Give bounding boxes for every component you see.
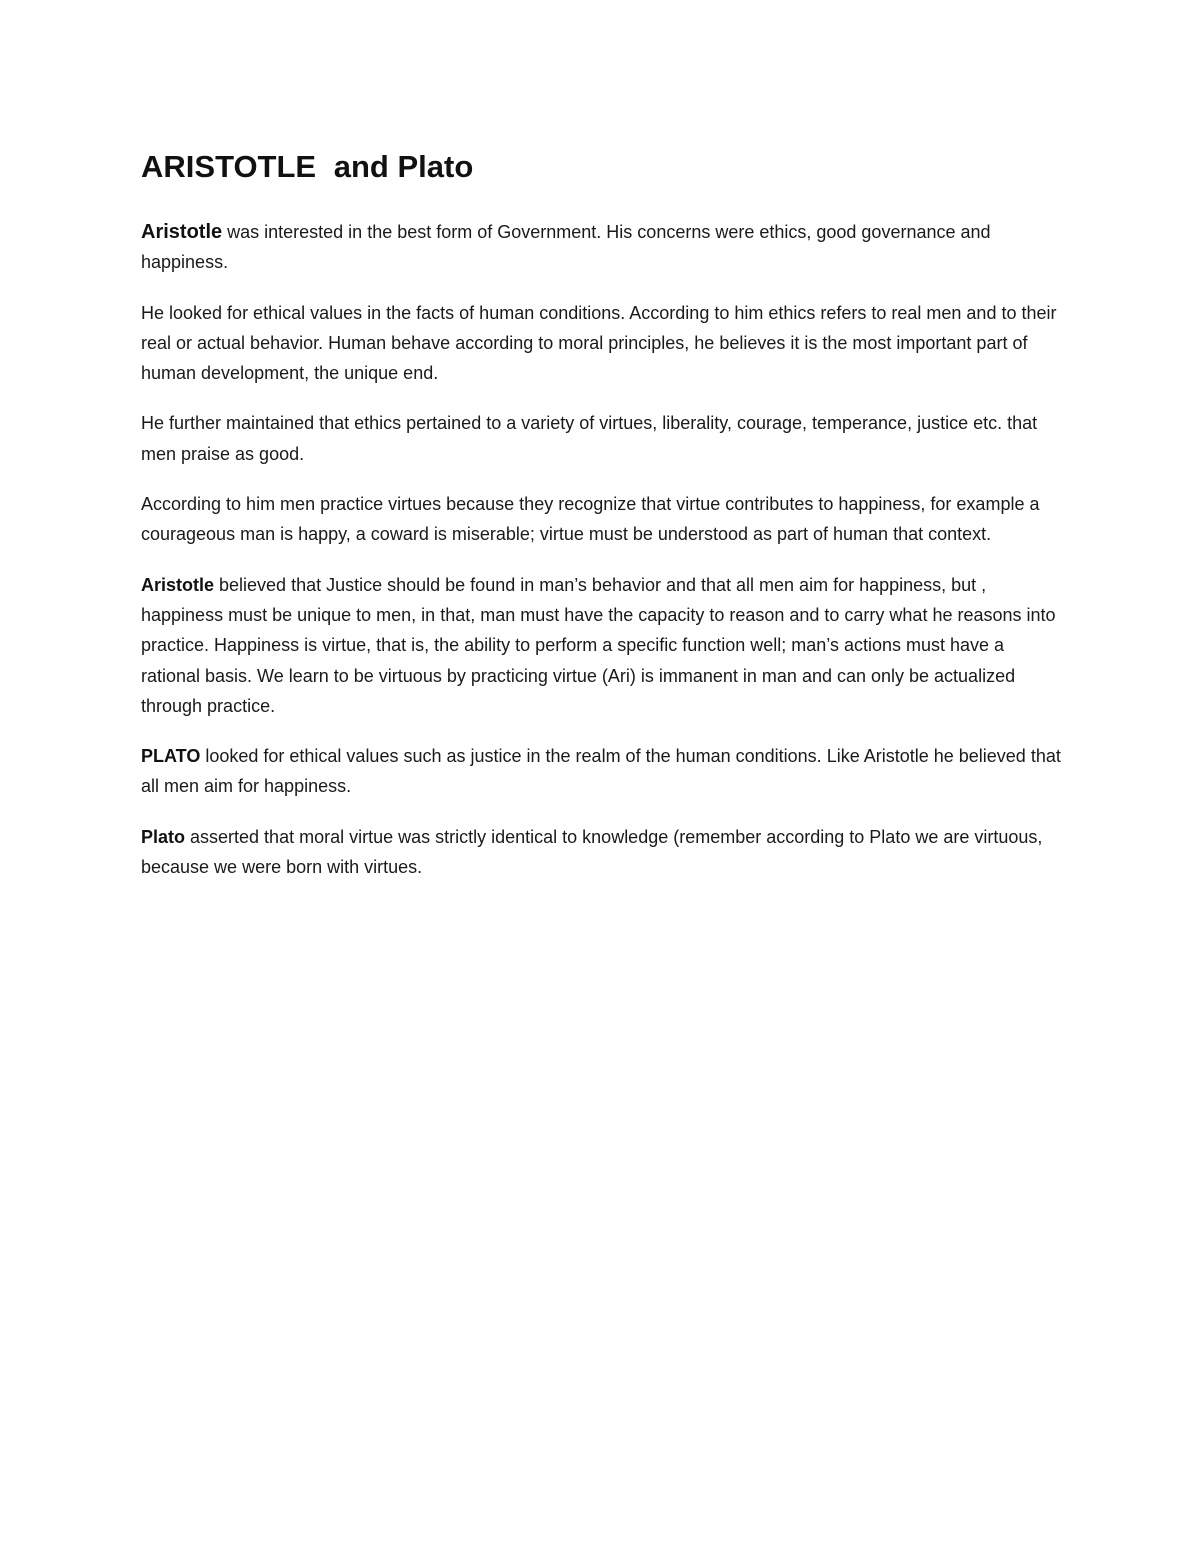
title-main: ARISTOTLE [141,149,317,184]
paragraph-plato-ethics [141,741,1066,802]
paragraph-text: He looked for ethical values in the facts of human conditions. According to him ethics refers to real men and to their real or actual behavior. Human behave according to moral principles, he believes it is the most important part of human development, the unique end. [141,302,1057,384]
paragraph-plato-knowledge [141,822,1066,883]
paragraph-text: He further maintained that ethics pertained to a variety of virtues, liberality, courage, temperance, justice etc. that men praise as good. [141,413,1038,464]
paragraph-text: asserted that moral virtue was strictly identical to knowledge (remember according to Plato we are virtuous, because we were born with virtues. [141,826,1043,878]
paragraph-text: was interested in the best form of Government. His concerns were ethics, good governance and happiness. [141,222,991,273]
paragraph-text: believed that Justice should be found in man’s behavior and that all men aim for happiness, but , happiness must be unique to men, in that, man must have the capacity to reason and to carry what he reasons into practice. Happiness is virtue, that is, the ability to perform a specific function well; man’s actions must have a rational basis. We learn to be virtuous by practicing virtue (Ari) is immanent in man and can only be actualized through practice. [141,574,1056,716]
paragraph-lead-plato: Plato [141,826,186,847]
paragraph-lead-aristotle: Aristotle [141,221,223,243]
paragraph-lead-plato: PLATO [141,746,201,767]
paragraph-text: According to him men practice virtues because they recognize that virtue contributes to happiness, for example a courageous man is happy, a coward is miserable; virtue must be understood as part of human that context. [141,494,1040,545]
paragraph-aristotle-government [141,217,1066,278]
document-title [141,146,1066,188]
paragraph-lead-aristotle: Aristotle [141,574,215,595]
title-secondary: and Plato [333,149,474,184]
paragraph-ethical-values [141,298,1066,389]
document-body [141,146,1066,882]
paragraph-aristotle-justice [141,570,1066,721]
paragraph-happiness-virtue [141,489,1066,550]
paragraph-text: looked for ethical values such as justice in the realm of the human conditions. Like Aristotle he believed that all men aim for happiness. [141,746,1061,797]
paragraph-virtues [141,408,1066,469]
